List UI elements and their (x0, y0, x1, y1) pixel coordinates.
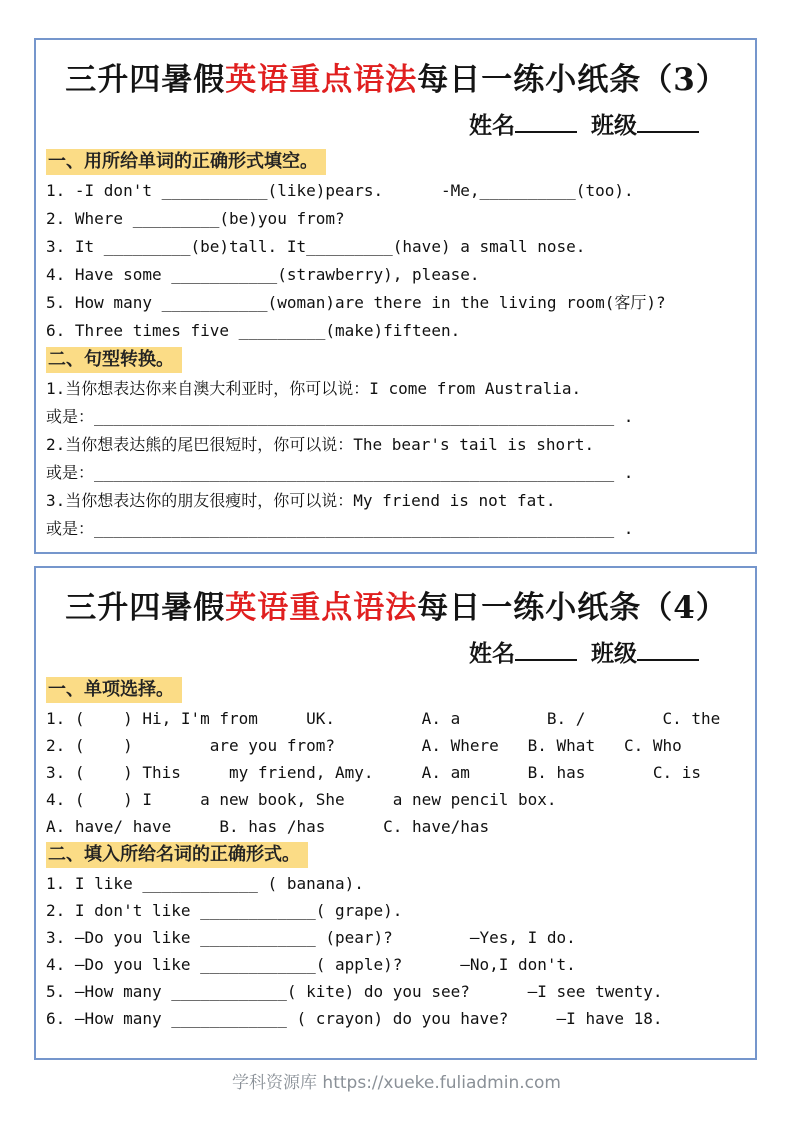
section-header: 一、单项选择。 (46, 677, 182, 703)
name-label: 姓名 (469, 640, 515, 667)
footer-source-text: 学科资源库 https://xueke.fuliadmin.com (232, 1073, 561, 1093)
exercise-line: 1. -I don't ___________(like)pears. -Me,__________(too). (46, 181, 634, 200)
section-header: 二、填入所给名词的正确形式。 (46, 842, 308, 868)
title-highlight: 英语重点语法 (225, 62, 418, 98)
exercise-line: 4. ( ) I a new book, She a new pencil box. (46, 790, 557, 809)
exercise-line: 6. Three times five _________(make)fifteen. (46, 321, 461, 340)
exercise-line: 3. —Do you like ____________ (pear)? —Yes, I do. (46, 928, 576, 947)
card-title (46, 582, 747, 627)
exercise-line: 3. It _________(be)tall. It_________(have) a small nose. (46, 237, 586, 256)
title-suffix: 每日一练小纸条（3） (417, 62, 728, 98)
name-blank (515, 637, 577, 661)
exercise-line: 或是：______________________________________________________ . (46, 463, 634, 482)
class-label: 班级 (591, 640, 637, 667)
exercise-line: 3. ( ) This my friend, Amy. A. am B. has C. is (46, 763, 702, 782)
exercise-line: 1. I like ____________ ( banana). (46, 874, 364, 893)
name-class-line (46, 107, 747, 141)
name-label: 姓名 (469, 112, 515, 139)
name-class-line (46, 635, 747, 669)
exercise-line: 或是：______________________________________________________ . (46, 519, 634, 538)
card-title (46, 54, 747, 99)
title-highlight: 英语重点语法 (225, 590, 418, 626)
title-suffix: 每日一练小纸条（4） (417, 590, 728, 626)
exercise-line: 4. —Do you like ____________( apple)? —No,I don't. (46, 955, 576, 974)
exercise-line: 5. —How many ____________( kite) do you see? —I see twenty. (46, 982, 663, 1001)
name-blank (515, 109, 577, 133)
exercise-line: 4. Have some ___________(strawberry), please. (46, 265, 480, 284)
exercise-line: 3.当你想表达你的朋友很瘦时，你可以说：My friend is not fat. (46, 491, 556, 510)
title-prefix: 三升四暑假 (65, 62, 226, 98)
section-header: 一、用所给单词的正确形式填空。 (46, 149, 326, 175)
worksheet-card-3 (34, 38, 757, 554)
class-label: 班级 (591, 112, 637, 139)
exercise-line: 1.当你想表达你来自澳大利亚时，你可以说：I come from Australia. (46, 379, 582, 398)
worksheet-card-4 (34, 566, 757, 1060)
exercise-line: 2.当你想表达熊的尾巴很短时，你可以说：The bear's tail is short. (46, 435, 595, 454)
title-prefix: 三升四暑假 (65, 590, 226, 626)
exercise-line: 1. ( ) Hi, I'm from UK. A. a B. / C. the (46, 709, 721, 728)
exercise-line: 2. I don't like ____________( grape). (46, 901, 403, 920)
exercise-line: 2. Where _________(be)you from? (46, 209, 345, 228)
section-header: 二、句型转换。 (46, 347, 182, 373)
exercise-line: A. have/ have B. has /has C. have/has (46, 817, 490, 836)
exercise-line: 6. —How many ____________ ( crayon) do you have? —I have 18. (46, 1009, 663, 1028)
exercise-line: 2. ( ) are you from? A. Where B. What C. Who (46, 736, 682, 755)
class-blank (637, 637, 699, 661)
exercise-line: 5. How many ___________(woman)are there in the living room(客厅)? (46, 293, 666, 312)
exercise-line: 或是：______________________________________________________ . (46, 407, 634, 426)
class-blank (637, 109, 699, 133)
